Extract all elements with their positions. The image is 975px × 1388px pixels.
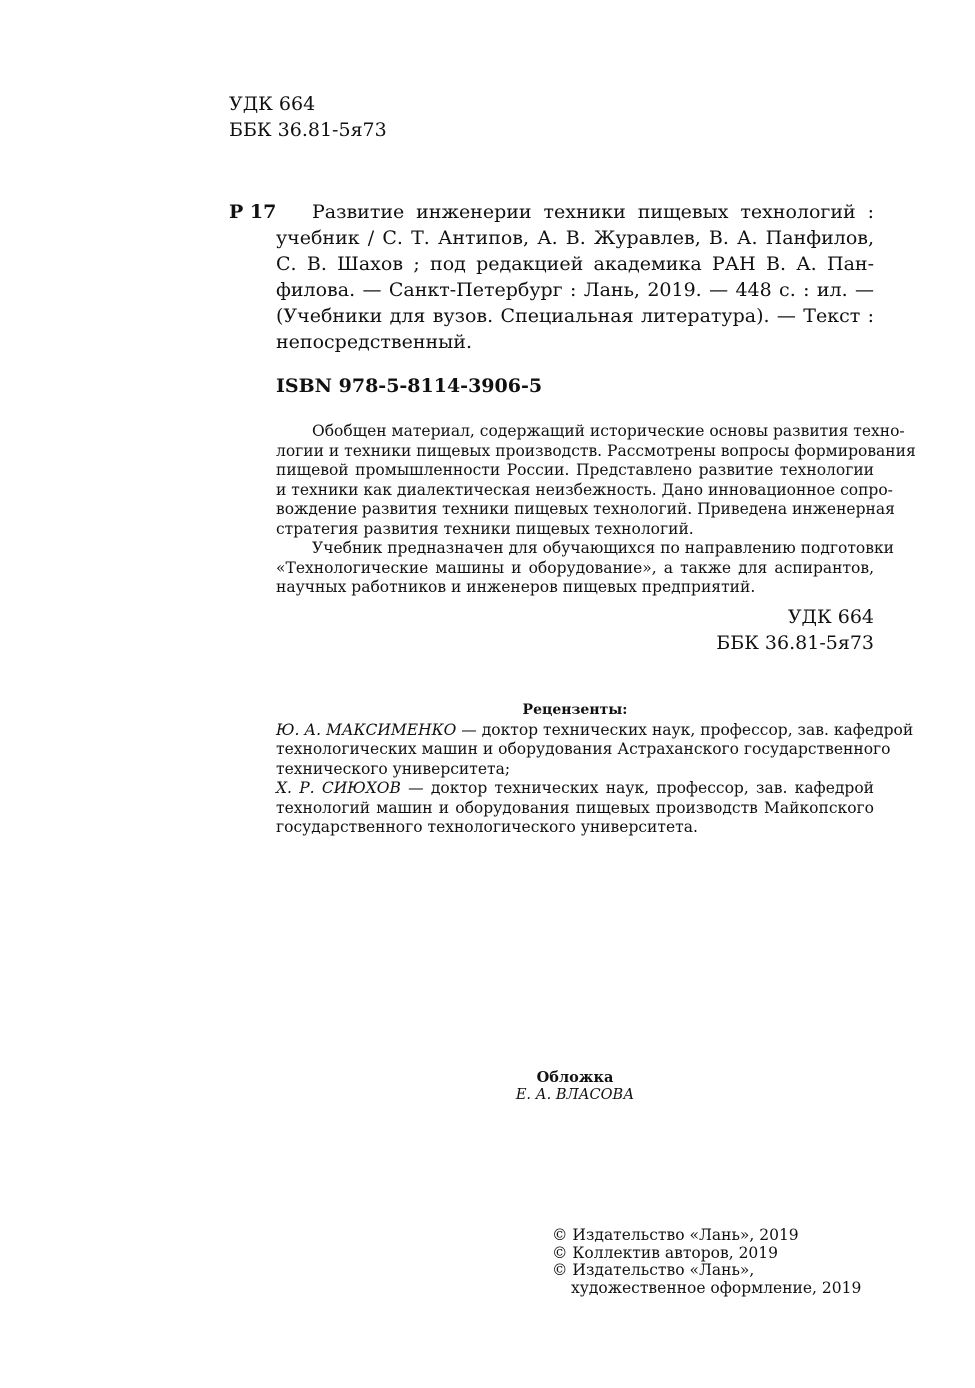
copyright-line: художественное оформление, 2019 (571, 1278, 862, 1297)
entry-line: учебник / С. Т. Антипов, А. В. Журавлев, В. А. Панфилов, (276, 227, 874, 249)
annotation-line: «Технологические машины и оборудование», а также для аспирантов, (276, 558, 874, 577)
reviewer-line: технологических машин и оборудования Астраханского государственного (276, 740, 891, 758)
reviewers-heading: Рецензенты: (522, 702, 628, 718)
reviewer-name: Ю. А. МАКСИМЕНКО (276, 720, 457, 739)
annotation-line: вождение развития техники пищевых технологий. Приведена инженерная (276, 500, 895, 518)
udk-code: УДК 664 (229, 93, 316, 115)
cover-heading: Обложка (536, 1069, 614, 1086)
copyright-line: © Издательство «Лань», (552, 1261, 755, 1279)
isbn: ISBN 978-5-8114-3906-5 (276, 375, 543, 397)
annotation-line: Учебник предназначен для обучающихся по направлению подготовки (312, 539, 894, 557)
reviewer-line: технического университета; (276, 759, 511, 778)
classification-top (229, 91, 387, 143)
udk-code: УДК 664 (787, 606, 874, 628)
reviewer-line: государственного технологического университета. (276, 818, 698, 836)
reviewer-title: — доктор технических наук, профессор, зав. кафедрой (400, 779, 874, 797)
copyright-line: © Коллектив авторов, 2019 (552, 1243, 779, 1262)
annotation-line: стратегия развития техники пищевых технологий. (276, 519, 694, 538)
entry-line: С. В. Шахов ; под редакцией академика РАН В. А. Пан- (276, 253, 874, 275)
reviewer-line: технологий машин и оборудования пищевых производств Майкопского (276, 798, 874, 817)
entry-line: Развитие инженерии техники пищевых технологий : (312, 201, 874, 223)
entry-line: (Учебники для вузов. Специальная литература). — Текст : (276, 305, 874, 327)
annotation-line: Обобщен материал, содержащий исторические основы развития техно- (312, 422, 905, 440)
copyright-block (552, 1227, 861, 1297)
reviewers-block (276, 701, 914, 838)
annotation (276, 422, 916, 598)
copyright-line: © Издательство «Лань», 2019 (552, 1226, 799, 1244)
reviewer-line (276, 720, 914, 741)
bbk-code: ББК 36.81-5я73 (229, 119, 387, 141)
annotation-line: пищевой промышленности России. Представлено развитие технологии (276, 461, 874, 479)
annotation-line: и техники как диалектическая неизбежность. Дано инновационное сопро- (276, 480, 893, 499)
annotation-line: логии и техники пищевых производств. Рассмотрены вопросы формирования (276, 441, 916, 460)
bibliographic-entry (276, 199, 874, 355)
reviewer-title: — доктор технических наук, профессор, зав. кафедрой (456, 720, 914, 739)
annotation-line: научных работников и инженеров пищевых предприятий. (276, 578, 756, 596)
entry-line: непосредственный. (276, 331, 473, 353)
cover-designer: Е. А. ВЛАСОВА (515, 1086, 635, 1103)
cover-credit (276, 1069, 874, 1104)
classification-bottom (600, 604, 874, 656)
entry-line: филова. — Санкт-Петербург : Лань, 2019. — 448 с. : ил. — (276, 279, 874, 301)
reviewer-name: Х. Р. СИЮХОВ (276, 779, 401, 797)
reviewer-line (276, 779, 874, 799)
author-sign-code: Р 17 (229, 201, 277, 223)
bbk-code: ББК 36.81-5я73 (716, 632, 874, 654)
